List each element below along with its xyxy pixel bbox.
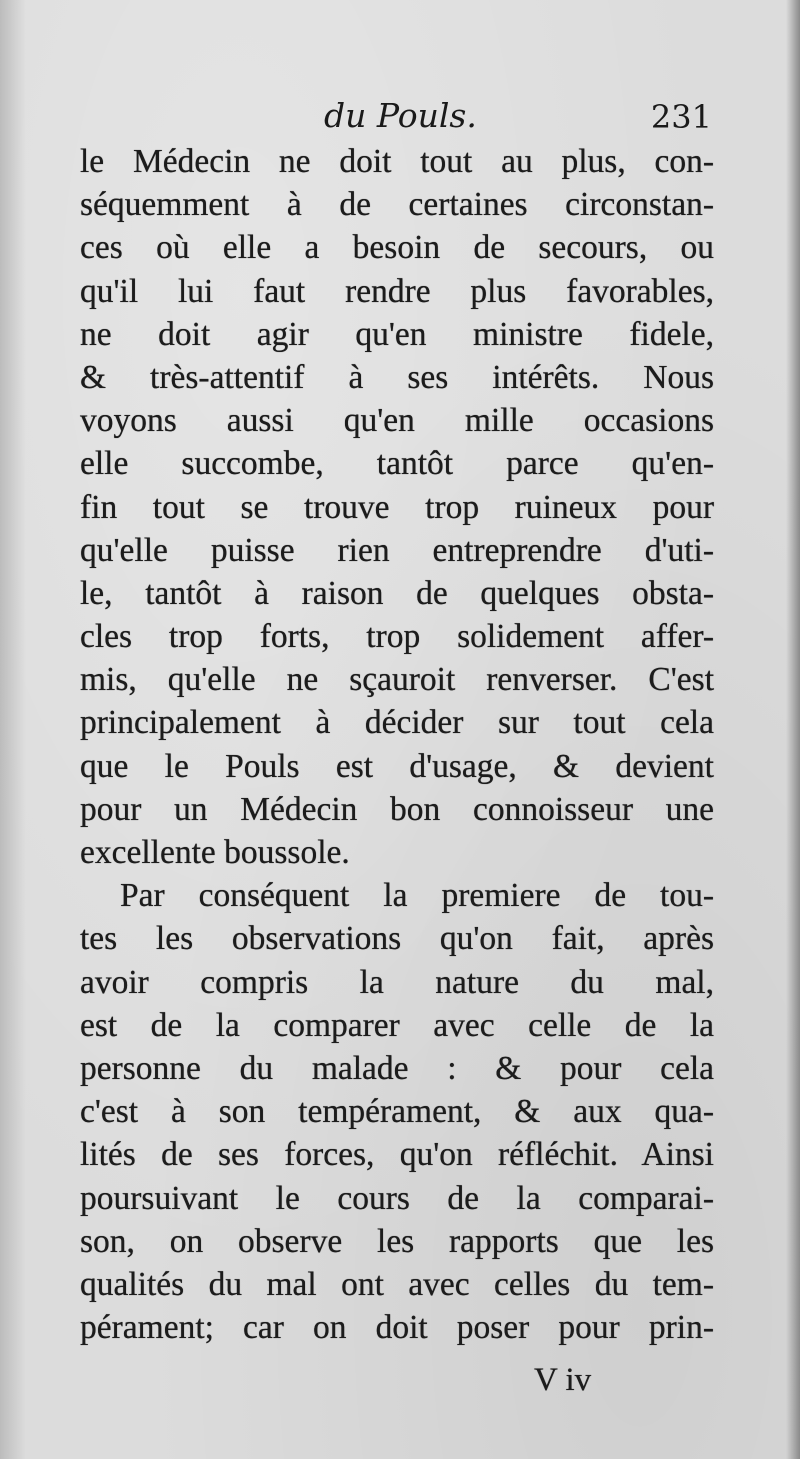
text-line: ces où elle a besoin de secours, ou <box>80 229 714 267</box>
text-line: personne du malade : & pour cela <box>80 1049 714 1087</box>
text-line: principalement à décider sur tout cela <box>80 704 714 742</box>
text-line: elle succombe, tantôt parce qu'en- <box>80 445 714 483</box>
text-line: que le Pouls est d'usage, & devient <box>80 747 714 785</box>
text-line: son, on observe les rapports que les <box>80 1222 714 1260</box>
text-line: poursuivant le cours de la comparai- <box>80 1179 714 1217</box>
text-line: fin tout se trouve trop ruineux pour <box>80 488 714 526</box>
text-line: mis, qu'elle ne sçauroit renverser. C'est <box>80 661 714 699</box>
text-line: qualités du mal ont avec celles du tem- <box>80 1265 714 1303</box>
page-edge <box>786 0 800 1459</box>
page-number: 231 <box>650 98 712 136</box>
text-line: qu'il lui faut rendre plus favorables, <box>80 272 714 310</box>
paragraph-start-line: Par conséquent la premiere de tou- <box>120 877 714 915</box>
running-head: du Pouls. <box>324 96 477 135</box>
text-line: & très-attentif à ses intérêts. Nous <box>80 358 714 396</box>
text-line: c'est à son tempérament, & aux qua- <box>80 1093 714 1131</box>
signature-mark: V iv <box>534 1362 592 1398</box>
text-line: est de la comparer avec celle de la <box>80 1006 714 1044</box>
text-line: le Médecin ne doit tout au plus, con- <box>80 143 714 180</box>
body-text <box>80 140 714 1349</box>
page-header <box>80 92 716 142</box>
text-line: pérament; car on doit poser pour prin- <box>80 1309 714 1347</box>
gutter-shadow <box>0 0 26 1459</box>
paragraph-end-line: excellente boussole. <box>80 834 350 871</box>
text-line: lités de ses forces, qu'on réfléchit. Ainsi <box>80 1136 714 1174</box>
text-line: voyons aussi qu'en mille occasions <box>80 402 714 440</box>
text-line: pour un Médecin bon connoisseur une <box>80 790 714 828</box>
text-line: qu'elle puisse rien entreprendre d'uti- <box>80 531 714 569</box>
text-line: le, tantôt à raison de quelques obsta- <box>80 574 714 612</box>
text-line: ne doit agir qu'en ministre fidele, <box>80 315 714 353</box>
text-line: séquemment à de certaines circonstan- <box>80 186 714 224</box>
text-line: avoir compris la nature du mal, <box>80 963 714 1001</box>
text-line: tes les observations qu'on fait, après <box>80 920 714 958</box>
text-line: cles trop forts, trop solidement affer- <box>80 618 714 656</box>
